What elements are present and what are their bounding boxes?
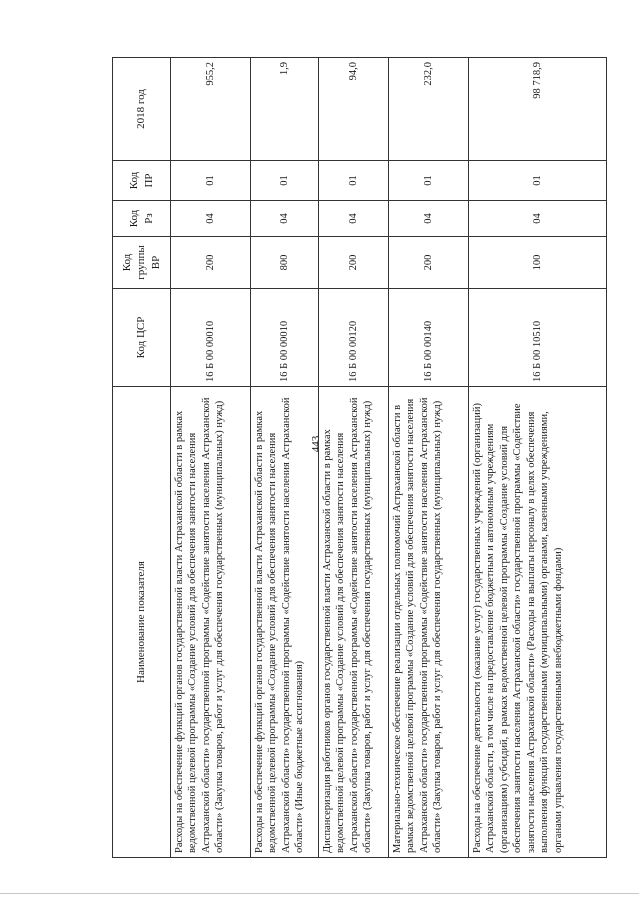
row-csr: 16 Б 00 00010 — [171, 289, 251, 387]
row-name: Расходы на обеспечение функций органов государственной власти Астраханской области в рамках ведомственной целевой программы «Создание условий для обеспечения занятости населения Астраханской области» государственной программы «Содействие занятости населения Астраханской области» (Иные бюджетные ассигнования) — [251, 387, 319, 858]
table-row — [251, 58, 319, 858]
row-rz: 04 — [251, 201, 319, 237]
row-vr: 200 — [389, 237, 469, 289]
row-name: Расходы на обеспечение функций органов государственной власти Астраханской области в рамках ведомственной целевой программы «Создание условий для обеспечения занятости населения Астраханской области» государственной программы «Содействие занятости населения Астраханской области» (Закупка товаров, работ и услуг для обеспечения государственных (муниципальных) нужд) — [171, 387, 251, 858]
table-header-row — [113, 58, 171, 858]
row-csr: 16 Б 00 00010 — [251, 289, 319, 387]
row-name: Расходы на обеспечение деятельности (оказание услуг) государственных учреждений (организаций) Астраханской области, в том числе на предоставление бюджетным и автономным учреждениям (организациям) субсидий, в рамках ведомственной целевой программы «Создание условий для обеспечения занятости населения Астраханской области» государственной программы «Содействие занятости населения Астраханской области» (Расходы на выплаты персоналу в целях обеспечения выполнения функций государственными (муниципальными) органами, казенными учреждениями, органами управления государственными внебюджетными фондами) — [469, 387, 607, 858]
header-pr: Код ПР — [113, 161, 171, 201]
row-vr: 800 — [251, 237, 319, 289]
row-pr: 01 — [469, 161, 607, 201]
row-csr: 16 Б 00 10510 — [469, 289, 607, 387]
page-bottom-edge — [0, 893, 639, 894]
header-name: Наименование показателя — [113, 387, 171, 858]
row-value: 98 718,9 — [469, 58, 607, 161]
row-pr: 01 — [251, 161, 319, 201]
table-row — [319, 58, 389, 858]
row-name: Материально-техническое обеспечение реализации отдельных полномочий Астраханской области в рамках ведомственной целевой программы «Создание условий для обеспечения занятости населения Астраханской области» государственной программы «Содействие занятости населения Астраханской области» (Закупка товаров, работ и услуг для обеспечения государственных (муниципальных) нужд) — [389, 387, 469, 858]
row-value: 232,0 — [389, 58, 469, 161]
rotated-table-frame — [112, 58, 606, 858]
header-csr: Код ЦСР — [113, 289, 171, 387]
row-csr: 16 Б 00 00140 — [389, 289, 469, 387]
row-pr: 01 — [319, 161, 389, 201]
page-number: 443 — [310, 435, 322, 453]
header-vr: Код группы ВР — [113, 237, 171, 289]
budget-table — [112, 57, 607, 858]
row-value: 1,9 — [251, 58, 319, 161]
row-rz: 04 — [171, 201, 251, 237]
row-value: 94,0 — [319, 58, 389, 161]
row-pr: 01 — [389, 161, 469, 201]
table-row — [389, 58, 469, 858]
row-rz: 04 — [469, 201, 607, 237]
header-rz: Код Рз — [113, 201, 171, 237]
row-rz: 04 — [319, 201, 389, 237]
header-year: 2018 год — [113, 58, 171, 161]
budget-table-container — [112, 58, 606, 858]
row-vr: 200 — [171, 237, 251, 289]
table-row — [171, 58, 251, 858]
row-csr: 16 Б 00 00120 — [319, 289, 389, 387]
row-vr: 100 — [469, 237, 607, 289]
row-rz: 04 — [389, 201, 469, 237]
table-row — [469, 58, 607, 858]
row-pr: 01 — [171, 161, 251, 201]
row-name: Диспансеризация работников органов государственной власти Астраханской области в рамках ведомственной целевой программы «Создание условий для обеспечения занятости населения Астраханской области» государственной программы «Содействие занятости населения Астраханской области» (Закупка товаров, работ и услуг для обеспечения государственных (муниципальных) нужд) — [319, 387, 389, 858]
row-value: 955,2 — [171, 58, 251, 161]
row-vr: 200 — [319, 237, 389, 289]
